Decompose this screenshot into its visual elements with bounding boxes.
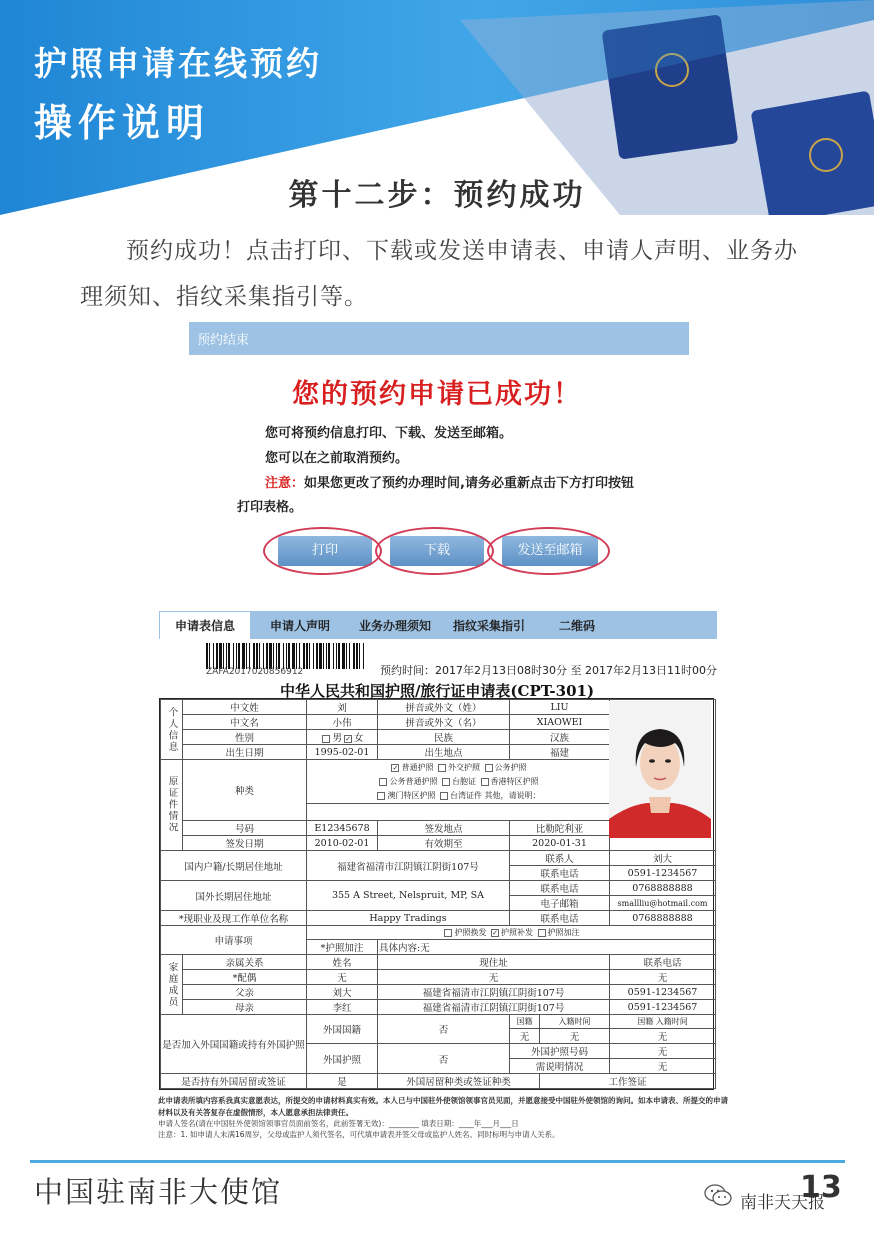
mother-phone: 0591-1234567 <box>610 1000 716 1015</box>
label-relation: 亲属关系 <box>183 955 307 970</box>
tab-application-info[interactable]: 申请表信息 <box>159 611 251 639</box>
foreign-addr: 355 A Street, Nelspruit, MP, SA <box>307 881 510 911</box>
female-label: 女 <box>354 733 364 744</box>
label-phone2: 联系电话 <box>510 881 610 896</box>
barcode-bar <box>206 643 208 669</box>
label-fn: 外国国籍 <box>307 1015 378 1044</box>
label-dob: 出生日期 <box>183 745 307 760</box>
barcode-bar <box>266 643 268 669</box>
highlight-circle <box>375 527 494 575</box>
phone1: 0591-1234567 <box>610 866 716 881</box>
barcode-number: ZAFA2017020856912 <box>206 667 304 677</box>
pob: 福建 <box>510 745 610 760</box>
tab-bar <box>159 611 717 639</box>
father-name: 刘大 <box>307 985 378 1000</box>
barcode-bar <box>213 643 214 669</box>
barcode-bar <box>299 643 300 669</box>
label-fp: 外国护照 <box>307 1044 378 1074</box>
nat-time-pair: 国籍 入籍时间 <box>610 1015 716 1029</box>
label-foreign-nat: 是否加入外国国籍或持有外国护照 <box>161 1015 307 1074</box>
barcode-bar <box>296 643 297 669</box>
fam-father: 父亲 <box>183 985 307 1000</box>
appointment-time: 预约时间：2017年2月13日08时30分 至 2017年2月13日11时00分 <box>380 664 717 677</box>
section-family: 家庭成员 <box>161 955 183 1015</box>
apply-options: 护照换发 ✓ 护照补发 护照加注 <box>307 926 716 940</box>
declaration-text: 此申请表所填内容系我真实意愿表达，所提交的申请材料真实有效。本人已与中国驻外使领馆领事官员见面，并愿意接受中国驻外使领馆的询问。如本申请表、所提交的申请材料以及有关答复存在虚假情形，本人愿意承担法律责任。 <box>158 1096 728 1117</box>
barcode-bar <box>283 643 284 669</box>
cn-surname: 刘 <box>307 700 378 715</box>
panel-title-bar: 预约结束 <box>189 322 689 355</box>
label-number: 号码 <box>183 821 307 836</box>
barcode-bar <box>253 643 255 669</box>
py-surname: LIU <box>510 700 610 715</box>
barcode-bar <box>349 643 350 669</box>
barcode-bar <box>209 643 210 669</box>
phone3: 0768888888 <box>610 911 716 926</box>
label-endorse: *护照加注 <box>307 940 378 955</box>
fp-no: 无 <box>610 1044 716 1059</box>
barcode-bar <box>326 643 327 669</box>
email: smallliu@hotmail.com <box>610 896 716 911</box>
label-sex: 性别 <box>183 730 307 745</box>
barcode-bar <box>273 643 274 669</box>
barcode-bar <box>336 643 337 669</box>
form-title: 中华人民共和国护照/旅行证申请表(CPT-301) <box>279 682 595 700</box>
doc-number: E12345678 <box>307 821 378 836</box>
print-button[interactable]: 打印 <box>278 536 372 566</box>
label-domestic-addr: 国内户籍/长期居住地址 <box>161 851 307 881</box>
sign-line: 申请人签名(请在中国驻外使领馆领事官员面前签名，此前签署无效)：________ 填表日期：____年___月___日 <box>158 1119 519 1128</box>
barcode-bar <box>263 643 264 669</box>
fam-mother: 母亲 <box>183 1000 307 1015</box>
barcode-bar <box>323 643 324 669</box>
py-name: XIAOWEI <box>510 715 610 730</box>
note-label: 注意： <box>265 476 305 491</box>
page-number: 13 <box>800 1170 842 1205</box>
label-nat-time: 入籍时间 <box>540 1015 610 1029</box>
barcode-bar <box>269 643 272 669</box>
barcode-bar <box>228 643 230 669</box>
tab-declaration[interactable]: 申请人声明 <box>269 618 330 633</box>
barcode-bar <box>319 643 322 669</box>
dob: 1995-02-01 <box>307 745 378 760</box>
barcode-bar <box>278 643 280 669</box>
label-phone: 联系电话 <box>510 866 610 881</box>
label-phone3: 联系电话 <box>510 911 610 926</box>
section-original-doc: 原证件情况 <box>161 760 183 851</box>
intro-text: 预约成功！点击打印、下载或发送申请表、申请人声明、业务办理须知、指纹采集指引等。 <box>80 238 798 310</box>
label-foreign-addr: 国外长期居住地址 <box>161 881 307 911</box>
label-job: *现职业及现工作单位名称 <box>161 911 307 926</box>
doc-type-options: ✓ 普通护照 外交护照 公务护照 公务普通护照 台胞证 香港特区护照 澳门特区护照 台湾证件 其他，请说明： <box>307 760 610 804</box>
barcode-bar <box>338 643 340 669</box>
need: 无 <box>610 1059 716 1074</box>
father-addr: 福建省福清市江阴镇江阴街107号 <box>378 985 610 1000</box>
tab-qrcode[interactable]: 二维码 <box>558 618 595 633</box>
email-button[interactable]: 发送至邮箱 <box>502 536 598 566</box>
barcode-bar <box>333 643 334 669</box>
tab-fingerprint[interactable]: 指纹采集指引 <box>452 618 525 633</box>
wechat-account: 南非天天报 <box>740 1193 825 1213</box>
signature-line <box>158 1118 728 1140</box>
info-line-1: 您可将预约信息打印、下载、发送至邮箱。 <box>265 426 513 441</box>
barcode-bar <box>219 643 222 669</box>
note-line-2: 打印表格。 <box>237 500 303 515</box>
label-doc-type: 种类 <box>183 760 307 821</box>
fn: 否 <box>378 1015 510 1044</box>
label-py-name: 拼音或外文（名） <box>378 715 510 730</box>
note-line <box>265 472 634 491</box>
ethnic: 汉族 <box>510 730 610 745</box>
barcode-bar <box>223 643 224 669</box>
barcode-bar <box>303 643 305 669</box>
label-fname: 姓名 <box>307 955 378 970</box>
label-apply: 申请事项 <box>161 926 307 955</box>
cn-name: 小伟 <box>307 715 378 730</box>
barcode-bar <box>233 643 234 669</box>
label-issue-date: 签发日期 <box>183 836 307 851</box>
mother-name: 李红 <box>307 1000 378 1015</box>
male-label: 男 <box>332 733 342 744</box>
label-nat: 国籍 <box>510 1015 540 1029</box>
label-cn-name: 中文名 <box>183 715 307 730</box>
barcode-bar <box>292 643 295 669</box>
barcode-bar <box>238 643 240 669</box>
issue-place: 比勒陀利亚 <box>510 821 610 836</box>
highlight-circle <box>263 527 382 575</box>
success-heading: 您的预约申请已成功！ <box>292 379 582 410</box>
sex-options <box>307 730 378 745</box>
info-line-2: 您可以在之前取消预约。 <box>265 451 409 466</box>
barcode-bar <box>313 643 314 669</box>
label-fp-no: 外国护照号码 <box>510 1044 610 1059</box>
label-cn-surname: 中文姓 <box>183 700 307 715</box>
barcode-bar <box>356 643 358 669</box>
remark: 注意：1. 如申请人未满16周岁，父母或监护人须代签名，可代填申请表并签父母或监护人姓名、同时标明与申请人关系。 <box>158 1130 560 1139</box>
label-pob: 出生地点 <box>378 745 510 760</box>
barcode <box>206 643 366 669</box>
note-text: 如果您更改了预约办理时间,请务必重新点击下方打印按钮 <box>304 476 634 491</box>
barcode-bar <box>236 643 237 669</box>
barcode-bar <box>288 643 290 669</box>
barcode-bar <box>216 643 218 669</box>
barcode-bar <box>353 643 355 669</box>
label-fphone: 联系电话 <box>610 955 716 970</box>
footer-divider <box>30 1160 845 1163</box>
barcode-bar <box>226 643 227 669</box>
label-issue-place: 签发地点 <box>378 821 510 836</box>
barcode-bar <box>316 643 318 669</box>
wechat-icon <box>703 1183 733 1207</box>
step-title: 第十二步：预约成功 <box>288 178 586 213</box>
checkbox <box>322 735 330 743</box>
fp: 否 <box>378 1044 510 1074</box>
barcode-bar <box>328 643 330 669</box>
expiry: 2020-01-31 <box>510 836 610 851</box>
applicant-photo <box>609 701 711 838</box>
barcode-bar <box>286 643 287 669</box>
section-personal: 个人信息 <box>161 700 183 760</box>
label-residence: 是否持有外国居留或签证 <box>161 1074 307 1089</box>
spouse-name: 无 <box>307 970 378 985</box>
barcode-bar <box>306 643 308 669</box>
label-faddr: 现住址 <box>378 955 610 970</box>
label-res-type: 外国居留种类或签证种类 <box>378 1074 540 1089</box>
barcode-bar <box>246 643 247 669</box>
highlight-circle <box>487 527 610 575</box>
barcode-bar <box>242 643 245 669</box>
barcode-bar <box>346 643 347 669</box>
endorse: 具体内容:无 <box>378 940 716 955</box>
res-type: 工作签证 <box>540 1074 716 1089</box>
mother-addr: 福建省福清市江阴镇江阴街107号 <box>378 1000 610 1015</box>
barcode-bar <box>249 643 250 669</box>
label-expiry: 有效期至 <box>378 836 510 851</box>
issue-date: 2010-02-01 <box>307 836 378 851</box>
father-phone: 0591-1234567 <box>610 985 716 1000</box>
tab-guidelines[interactable]: 业务办理须知 <box>358 618 431 633</box>
barcode-bar <box>276 643 277 669</box>
contact: 刘大 <box>610 851 716 866</box>
barcode-bar <box>309 643 310 669</box>
spouse-phone: 无 <box>610 970 716 985</box>
label-need: 需说明情况 <box>510 1059 610 1074</box>
nat2-value: 无 <box>610 1029 716 1044</box>
residence: 是 <box>307 1074 378 1089</box>
header-title-line2: 操作说明 <box>34 101 211 145</box>
nat-time-value: 无 <box>540 1029 610 1044</box>
phone2: 0768888888 <box>610 881 716 896</box>
barcode-bar <box>363 643 364 669</box>
barcode-bar <box>359 643 360 669</box>
embassy-name: 中国驻南非大使馆 <box>34 1175 283 1209</box>
label-contact: 联系人 <box>510 851 610 866</box>
barcode-bar <box>342 643 345 669</box>
download-button[interactable]: 下载 <box>390 536 484 566</box>
checkbox-checked: ✓ <box>345 734 351 743</box>
spouse-addr: 无 <box>378 970 610 985</box>
label-ethnic: 民族 <box>378 730 510 745</box>
label-email: 电子邮箱 <box>510 896 610 911</box>
header-title-line1: 护照申请在线预约 <box>34 44 322 83</box>
nat-value: 无 <box>510 1029 540 1044</box>
fam-spouse: *配偶 <box>183 970 307 985</box>
job: Happy Tradings <box>307 911 510 926</box>
label-py-surname: 拼音或外文（姓） <box>378 700 510 715</box>
barcode-bar <box>259 643 260 669</box>
domestic-addr: 福建省福清市江阴镇江阴街107号 <box>307 851 510 881</box>
barcode-bar <box>256 643 258 669</box>
